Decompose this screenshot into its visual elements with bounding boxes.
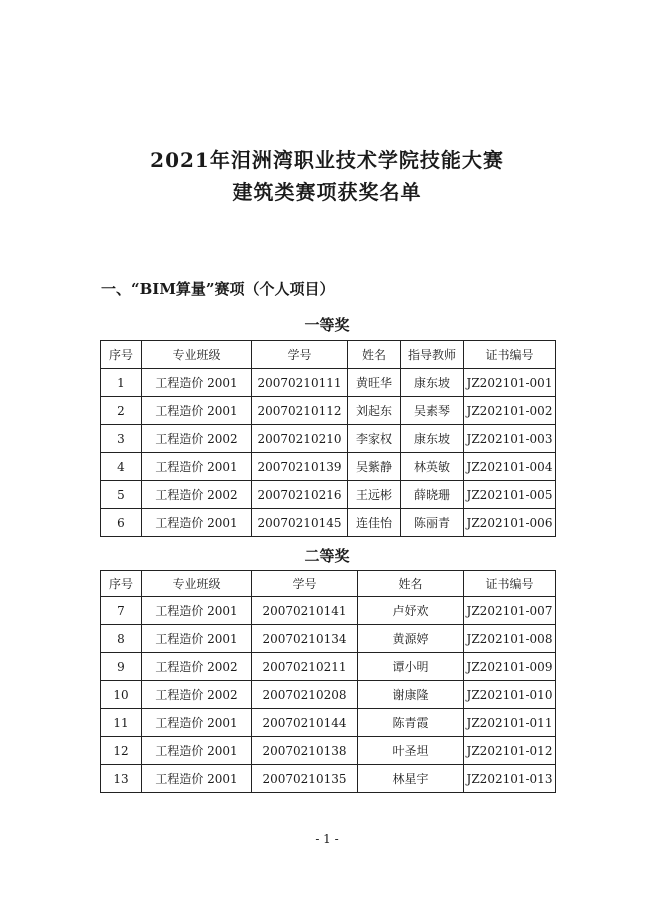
cell-instructor: 林英敏 (401, 453, 464, 481)
cell-certificate: JZ202101-005 (464, 481, 556, 509)
cell-class: 工程造价 2002 (142, 653, 252, 681)
column-header-certificate: 证书编号 (464, 571, 556, 597)
cell-class: 工程造价 2001 (142, 737, 252, 765)
cell-student-id: 20070210138 (252, 737, 358, 765)
cell-name: 吴紫静 (348, 453, 401, 481)
section-heading: 一、“BIM算量”赛项（个人项目） (101, 280, 335, 298)
cell-name: 黄源婷 (358, 625, 464, 653)
cell-certificate: JZ202101-007 (464, 597, 556, 625)
cell-index: 4 (101, 453, 142, 481)
cell-index: 12 (101, 737, 142, 765)
cell-student-id: 20070210208 (252, 681, 358, 709)
column-header-index: 序号 (101, 571, 142, 597)
document-subtitle: 建筑类赛项获奖名单 (232, 180, 422, 204)
cell-index: 13 (101, 765, 142, 793)
table-header-row (101, 571, 556, 597)
cell-student-id: 20070210216 (252, 481, 348, 509)
cell-instructor: 吴素琴 (401, 397, 464, 425)
cell-instructor: 陈丽青 (401, 509, 464, 537)
table-row (101, 453, 556, 481)
cell-name: 陈青霞 (358, 709, 464, 737)
cell-name: 李家权 (348, 425, 401, 453)
cell-index: 8 (101, 625, 142, 653)
cell-certificate: JZ202101-013 (464, 765, 556, 793)
table-header-row (101, 341, 556, 369)
cell-name: 黄旺华 (348, 369, 401, 397)
award-first-title: 一等奖 (304, 316, 350, 334)
table-row (101, 481, 556, 509)
cell-index: 10 (101, 681, 142, 709)
cell-index: 9 (101, 653, 142, 681)
cell-index: 2 (101, 397, 142, 425)
cell-student-id: 20070210210 (252, 425, 348, 453)
table-row (101, 765, 556, 793)
cell-student-id: 20070210144 (252, 709, 358, 737)
cell-index: 3 (101, 425, 142, 453)
cell-certificate: JZ202101-004 (464, 453, 556, 481)
table-row (101, 681, 556, 709)
cell-index: 5 (101, 481, 142, 509)
cell-class: 工程造价 2001 (142, 597, 252, 625)
cell-index: 7 (101, 597, 142, 625)
table-row (101, 653, 556, 681)
cell-class: 工程造价 2001 (142, 709, 252, 737)
column-header-class: 专业班级 (142, 341, 252, 369)
cell-certificate: JZ202101-003 (464, 425, 556, 453)
cell-class: 工程造价 2001 (142, 509, 252, 537)
cell-index: 11 (101, 709, 142, 737)
cell-certificate: JZ202101-001 (464, 369, 556, 397)
cell-certificate: JZ202101-009 (464, 653, 556, 681)
cell-name: 谭小明 (358, 653, 464, 681)
cell-class: 工程造价 2001 (142, 397, 252, 425)
cell-class: 工程造价 2002 (142, 481, 252, 509)
table-row (101, 709, 556, 737)
cell-student-id: 20070210145 (252, 509, 348, 537)
cell-name: 王远彬 (348, 481, 401, 509)
cell-name: 谢康隆 (358, 681, 464, 709)
cell-student-id: 20070210134 (252, 625, 358, 653)
cell-student-id: 20070210111 (252, 369, 348, 397)
second-prize-table (100, 570, 556, 793)
cell-student-id: 20070210112 (252, 397, 348, 425)
table-row (101, 737, 556, 765)
column-header-name: 姓名 (358, 571, 464, 597)
cell-index: 1 (101, 369, 142, 397)
cell-certificate: JZ202101-008 (464, 625, 556, 653)
table-row (101, 369, 556, 397)
cell-class: 工程造价 2002 (142, 681, 252, 709)
cell-index: 6 (101, 509, 142, 537)
cell-student-id: 20070210211 (252, 653, 358, 681)
cell-name: 林星宇 (358, 765, 464, 793)
column-header-instructor: 指导教师 (401, 341, 464, 369)
cell-instructor: 康东坡 (401, 369, 464, 397)
column-header-student-id: 学号 (252, 341, 348, 369)
cell-name: 刘起东 (348, 397, 401, 425)
cell-class: 工程造价 2001 (142, 625, 252, 653)
cell-certificate: JZ202101-002 (464, 397, 556, 425)
document-title: 2021年泪洲湾职业技术学院技能大赛 (150, 148, 504, 172)
column-header-index: 序号 (101, 341, 142, 369)
table-row (101, 625, 556, 653)
column-header-name: 姓名 (348, 341, 401, 369)
cell-student-id: 20070210139 (252, 453, 348, 481)
cell-certificate: JZ202101-011 (464, 709, 556, 737)
first-prize-table (100, 340, 556, 537)
cell-name: 连佳怡 (348, 509, 401, 537)
cell-certificate: JZ202101-010 (464, 681, 556, 709)
table-row (101, 425, 556, 453)
cell-class: 工程造价 2001 (142, 765, 252, 793)
cell-student-id: 20070210141 (252, 597, 358, 625)
cell-class: 工程造价 2002 (142, 425, 252, 453)
column-header-certificate: 证书编号 (464, 341, 556, 369)
cell-class: 工程造价 2001 (142, 369, 252, 397)
table-row (101, 597, 556, 625)
cell-name: 叶圣坦 (358, 737, 464, 765)
cell-instructor: 康东坡 (401, 425, 464, 453)
cell-student-id: 20070210135 (252, 765, 358, 793)
page-number: - 1 - (315, 832, 339, 846)
cell-name: 卢妤欢 (358, 597, 464, 625)
cell-certificate: JZ202101-006 (464, 509, 556, 537)
column-header-class: 专业班级 (142, 571, 252, 597)
cell-class: 工程造价 2001 (142, 453, 252, 481)
award-second-title: 二等奖 (304, 547, 350, 565)
table-row (101, 397, 556, 425)
cell-certificate: JZ202101-012 (464, 737, 556, 765)
cell-instructor: 薛晓珊 (401, 481, 464, 509)
table-row (101, 509, 556, 537)
column-header-student-id: 学号 (252, 571, 358, 597)
